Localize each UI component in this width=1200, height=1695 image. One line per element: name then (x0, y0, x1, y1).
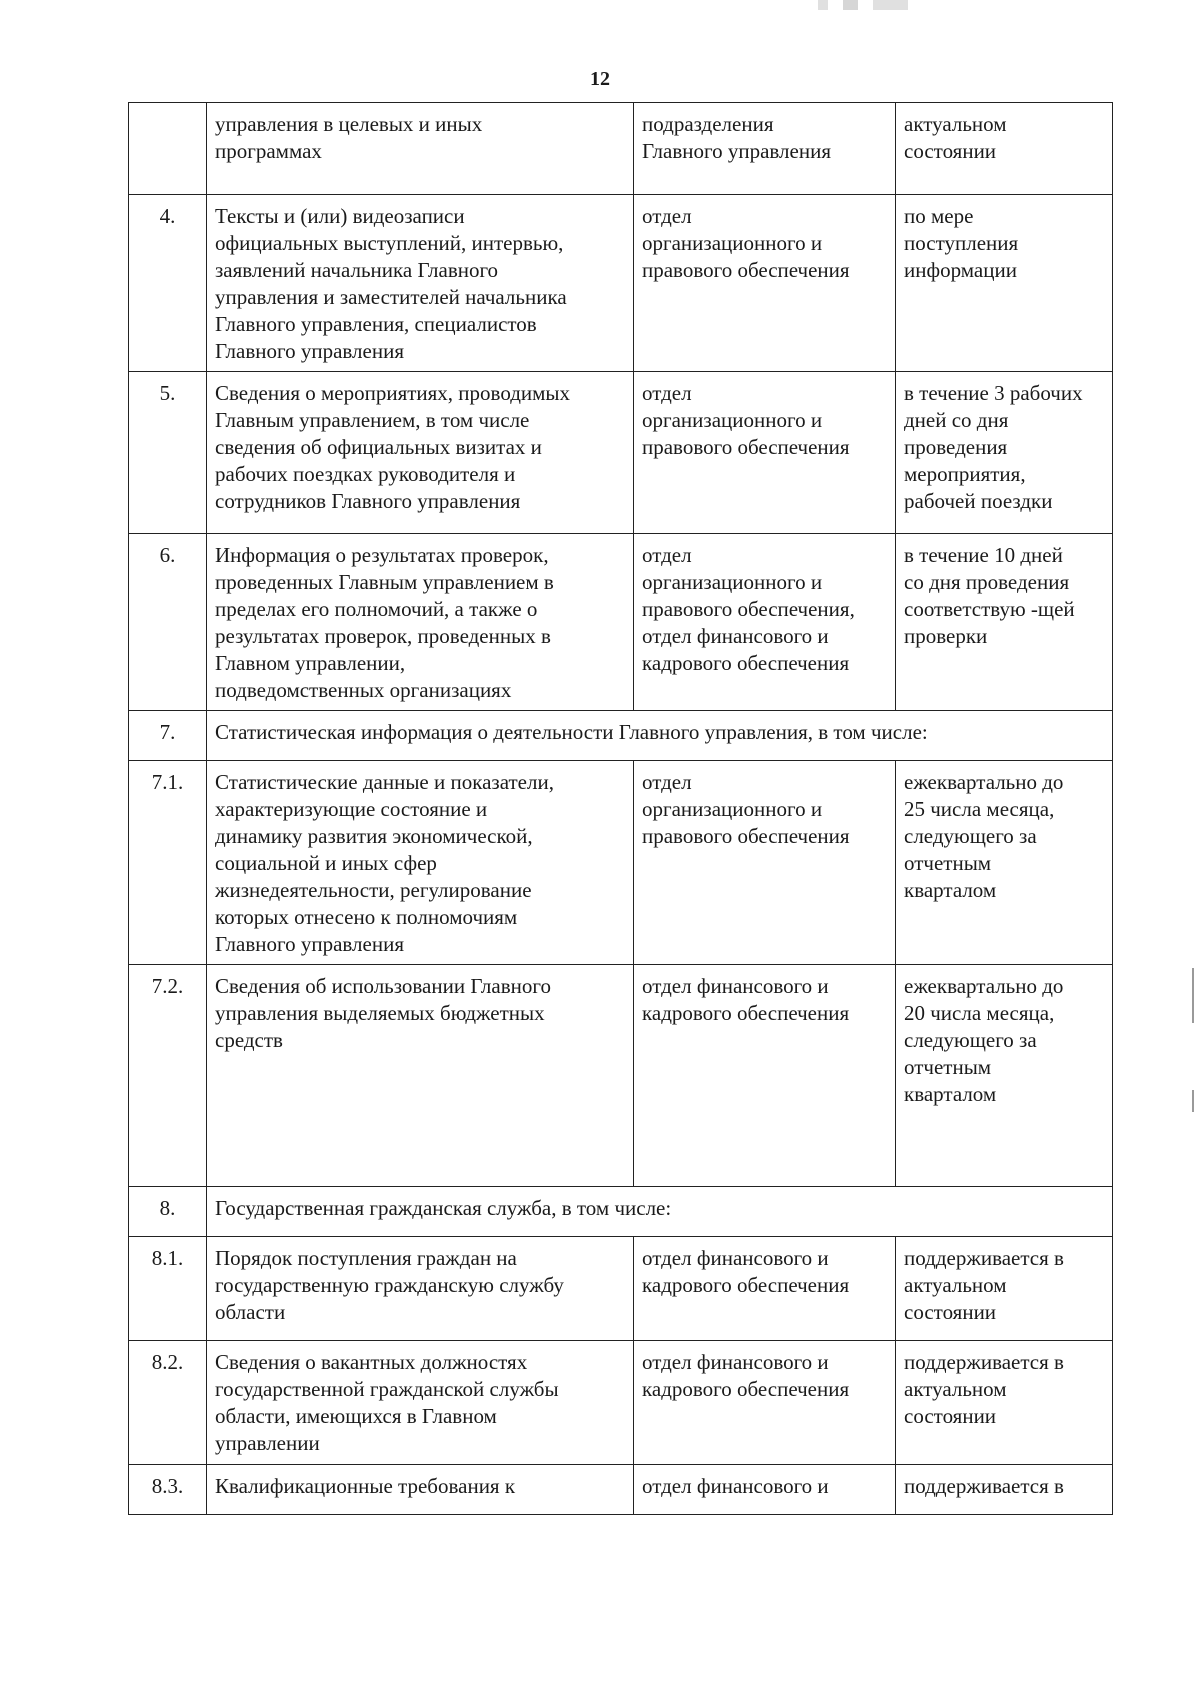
table-row (129, 1341, 1113, 1465)
responsible-unit: отдел финансового и кадрового обеспечения (634, 965, 896, 1187)
responsible-unit: отдел организационного и правового обеспечения (634, 195, 896, 372)
table-row (129, 1187, 1113, 1237)
row-number: 8.1. (129, 1237, 207, 1341)
info-description: Информация о результатах проверок, проведенных Главным управлением в пределах его полномочий, а также о результатах проверок, проведенных в Главном управлении, подведомственных организациях (207, 534, 634, 711)
responsible-unit: отдел организационного и правового обеспечения (634, 372, 896, 534)
responsible-unit: подразделения Главного управления (634, 103, 896, 195)
table-row (129, 103, 1113, 195)
disclosure-table (128, 102, 1113, 1515)
table-row (129, 534, 1113, 711)
responsible-unit: отдел организационного и правового обеспечения, отдел финансового и кадрового обеспечения (634, 534, 896, 711)
responsible-unit: отдел финансового и (634, 1465, 896, 1515)
section-heading: Государственная гражданская служба, в том числе: (207, 1187, 1113, 1237)
row-number: 7. (129, 711, 207, 761)
responsible-unit: отдел финансового и кадрового обеспечения (634, 1237, 896, 1341)
scan-artifact (818, 0, 918, 10)
info-description: Сведения о вакантных должностях государственной гражданской службы области, имеющихся в Главном управлении (207, 1341, 634, 1465)
info-description: Тексты и (или) видеозаписи официальных выступлений, интервью, заявлений начальника Главного управления и заместителей начальника Главного управления, специалистов Главного управления (207, 195, 634, 372)
table-row (129, 195, 1113, 372)
info-description: Сведения об использовании Главного управления выделяемых бюджетных средств (207, 965, 634, 1187)
update-term: по мере поступления информации (896, 195, 1113, 372)
info-description: Квалификационные требования к (207, 1465, 634, 1515)
responsible-unit: отдел финансового и кадрового обеспечения (634, 1341, 896, 1465)
update-term: ежеквартально до 20 числа месяца, следующего за отчетным кварталом (896, 965, 1113, 1187)
update-term: в течение 10 дней со дня проведения соответствую -щей проверки (896, 534, 1113, 711)
table-row (129, 372, 1113, 534)
info-description: Сведения о мероприятиях, проводимых Главным управлением, в том числе сведения об официальных визитах и рабочих поездках руководителя и сотрудников Главного управления (207, 372, 634, 534)
row-number: 7.2. (129, 965, 207, 1187)
scan-edge-mark (1192, 968, 1194, 1023)
section-heading: Статистическая информация о деятельности Главного управления, в том числе: (207, 711, 1113, 761)
row-number: 8.3. (129, 1465, 207, 1515)
row-number: 5. (129, 372, 207, 534)
table-row (129, 1237, 1113, 1341)
update-term: поддерживается в актуальном состоянии (896, 1341, 1113, 1465)
info-description: Порядок поступления граждан на государственную гражданскую службу области (207, 1237, 634, 1341)
row-number: 8. (129, 1187, 207, 1237)
scan-edge-mark (1192, 1090, 1194, 1112)
row-number: 6. (129, 534, 207, 711)
update-term: поддерживается в (896, 1465, 1113, 1515)
row-number: 7.1. (129, 761, 207, 965)
info-description: Статистические данные и показатели, характеризующие состояние и динамику развития экономической, социальной и иных сфер жизнедеятельности, регулирование которых отнесено к полномочиям Главного управления (207, 761, 634, 965)
page-number: 12 (590, 68, 610, 90)
row-number (129, 103, 207, 195)
table-row (129, 965, 1113, 1187)
info-description: управления в целевых и иных программах (207, 103, 634, 195)
table-row (129, 711, 1113, 761)
update-term: актуальном состоянии (896, 103, 1113, 195)
update-term: поддерживается в актуальном состоянии (896, 1237, 1113, 1341)
table-row (129, 761, 1113, 965)
update-term: в течение 3 рабочих дней со дня проведения мероприятия, рабочей поездки (896, 372, 1113, 534)
row-number: 8.2. (129, 1341, 207, 1465)
table-body (129, 103, 1113, 1515)
table-row (129, 1465, 1113, 1515)
update-term: ежеквартально до 25 числа месяца, следующего за отчетным кварталом (896, 761, 1113, 965)
row-number: 4. (129, 195, 207, 372)
responsible-unit: отдел организационного и правового обеспечения (634, 761, 896, 965)
